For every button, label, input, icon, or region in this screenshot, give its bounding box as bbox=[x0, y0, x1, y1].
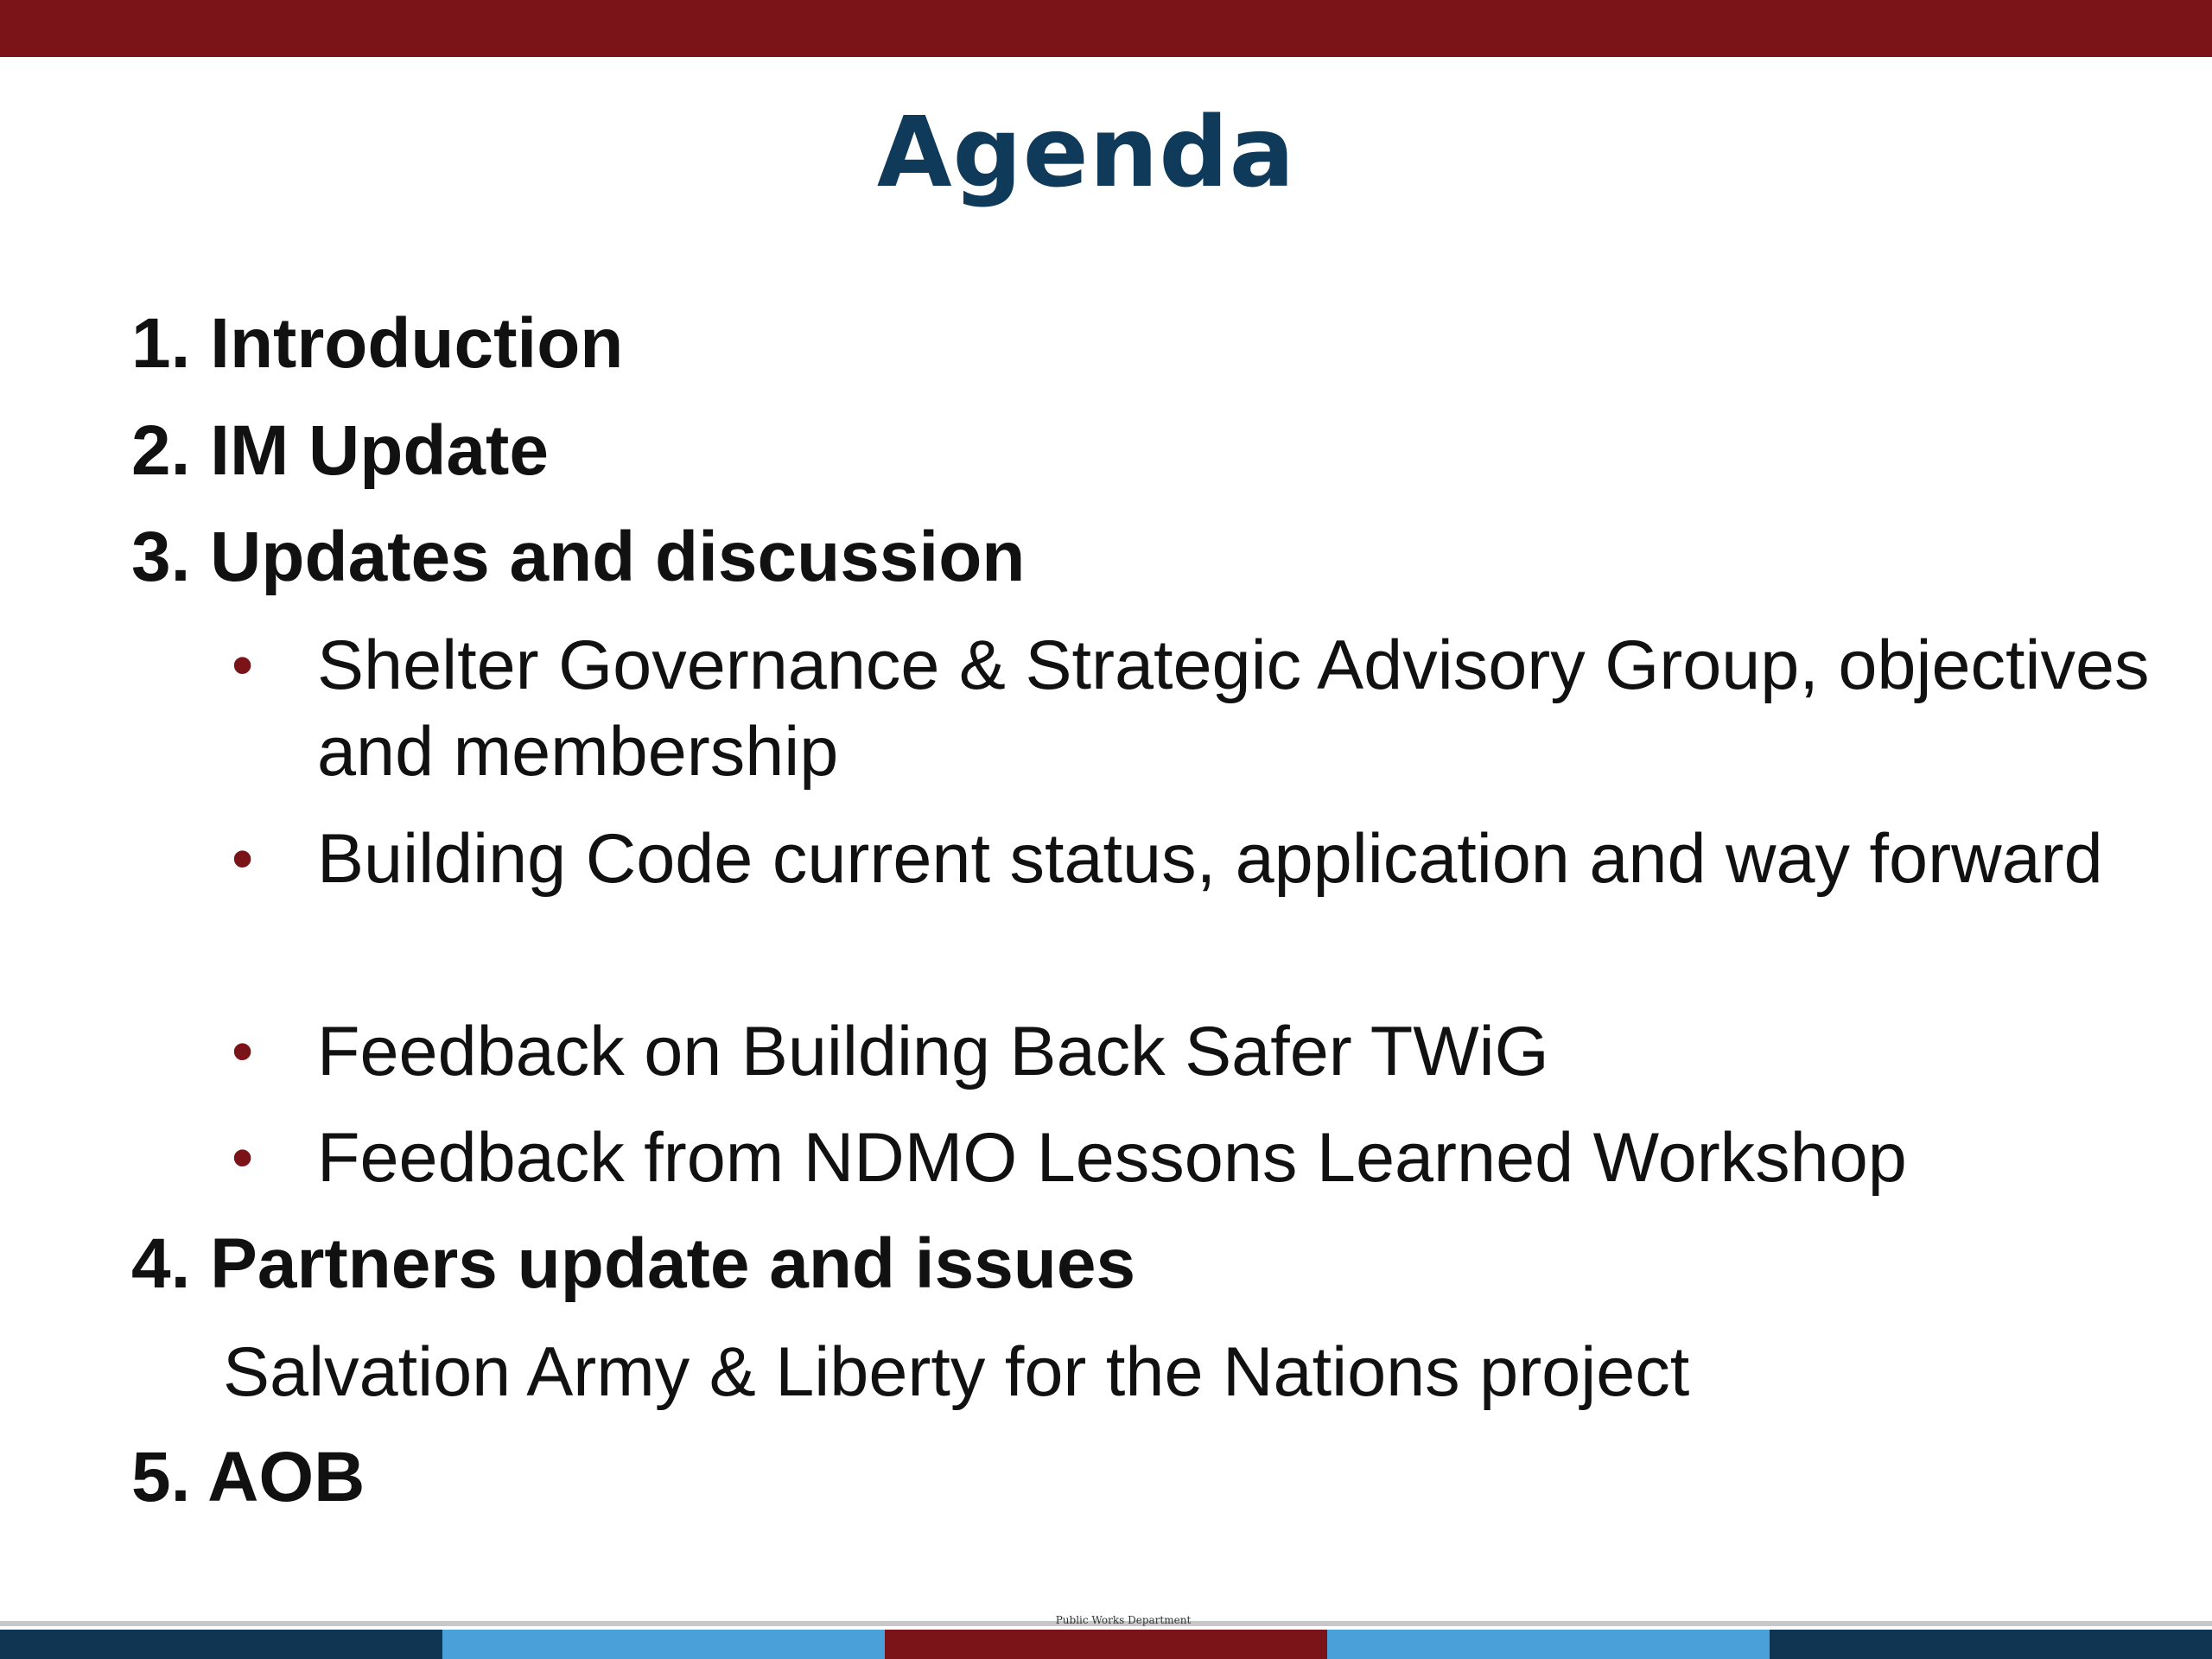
bullet-icon: • bbox=[232, 824, 254, 893]
footer-bar-segment-blue bbox=[1327, 1630, 1770, 1659]
agenda-item-updates-discussion: 3. Updates and discussion bbox=[131, 518, 1026, 596]
agenda-item-im-update: 2. IM Update bbox=[131, 411, 549, 490]
bullet-text: Building Code current status, application and way forward bbox=[317, 820, 2103, 898]
slide-title: Agenda bbox=[876, 97, 1296, 209]
agenda-item-partners-update: 4. Partners update and issues bbox=[131, 1224, 1136, 1303]
agenda-item-aob: 5. AOB bbox=[131, 1438, 365, 1516]
bullet-text: Feedback on Building Back Safer TWiG bbox=[317, 1013, 1549, 1090]
top-accent-bar bbox=[0, 0, 2212, 57]
bullet-text: Feedback from NDMO Lessons Learned Workshop bbox=[317, 1119, 1907, 1197]
bullet-text: Shelter Governance & Strategic Advisory Group, objectives and membership bbox=[317, 626, 2150, 791]
bullet-icon: • bbox=[232, 631, 254, 700]
bullet-icon: • bbox=[232, 1017, 254, 1086]
bullet-icon: • bbox=[232, 1123, 254, 1192]
footer-bar-segment-navy bbox=[0, 1630, 442, 1659]
footer-color-bar bbox=[0, 1630, 2212, 1659]
footer-text: Public Works Department bbox=[1055, 1614, 1192, 1626]
footer-bar-segment-blue bbox=[442, 1630, 885, 1659]
footer-bar-segment-navy bbox=[1770, 1630, 2212, 1659]
partners-detail: Salvation Army & Liberty for the Nations project bbox=[223, 1333, 1690, 1411]
footer-bar-segment-red bbox=[885, 1630, 1327, 1659]
agenda-item-introduction: 1. Introduction bbox=[131, 304, 624, 383]
